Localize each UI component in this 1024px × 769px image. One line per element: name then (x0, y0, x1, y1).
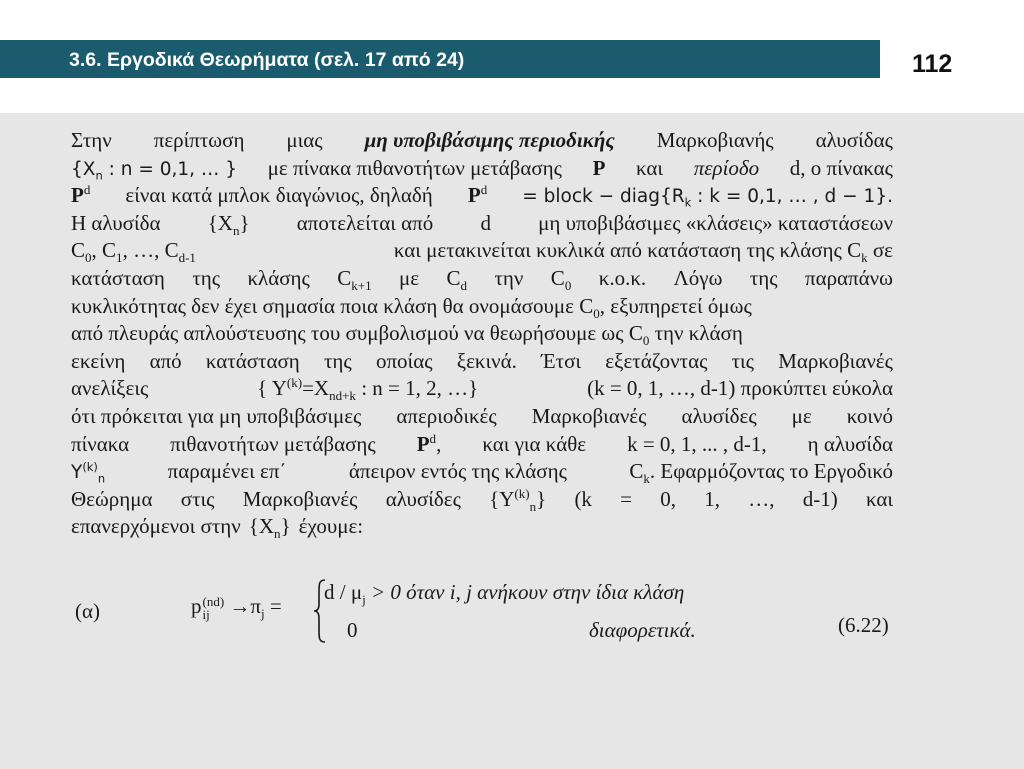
text-line-2: {$X_n$ : n = 0,1, … } με πίνακα πιθανοτήτων μετάβασης P και περίοδο d, ο πίνακας (71, 155, 893, 183)
text-line-3: $P^d$ είναι κατά μπλοκ διαγώνιος, δηλαδή $P^d$ = block − $diag\{R_k$ : k = 0,1, … , d − 1}. (71, 182, 893, 210)
equation-case-2-value: 0 (347, 618, 358, 642)
slide-title: 3.6. Εργοδικά Θεωρήματα (σελ. 17 από 24) (69, 49, 465, 71)
text-line-4: Η αλυσίδα $\{X_n\}$ αποτελείται από d μη υποβιβάσιμες «κλάσεις» καταστάσεων (71, 210, 893, 238)
text-line-9: εκείνη από κατάσταση της οποίας ξεκινά. Έτσι εξετάζοντας τις Μαρκοβιανές (71, 348, 893, 373)
emphasis-text: μη υποβιβάσιμης περιοδικής (364, 128, 615, 152)
page-number: 112 (912, 50, 953, 78)
text-line-10: ανελίξεις { $Y^{(k)}=X_{nd+k}$ : n = 1, 2, …} (k = 0, 1, …, d-1) προκύπτει εύκολα (71, 375, 893, 404)
text-line-11: ότι πρόκειται για μη υποβιβάσιμες απεριοδικές Μαρκοβιανές αλυσίδες με κοινό (71, 403, 893, 428)
equation-case-2-text: διαφορετικά. (589, 618, 696, 642)
text-line-14: Θεώρημα στις Μαρκοβιανές αλυσίδες $\{Y^{(k)}_n\}$ (k = 0, 1, …, d-1) και (71, 485, 893, 514)
text-line-13: $Y^{(k)}_n$ παραμένει επ΄ άπειρον εντός της κλάσης $C_k$. Εφαρμόζοντας το Εργοδικό (71, 459, 893, 487)
text-line-1: Στην περίπτωση μιας μη υποβιβάσιμης περιοδικής Μαρκοβιανής αλυσίδας (71, 127, 893, 155)
text-line-12: πίνακα πιθανοτήτων μετάβασης $P^d$, και για κάθε k = 0, 1, ... , d-1, η αλυσίδα (71, 430, 893, 456)
text-line-7: κυκλικότητας δεν έχει σημασία ποια κλάση θα ονομάσουμε $C_0$, εξυπηρετεί όμως (71, 293, 752, 321)
text-line-6: κατάσταση της κλάσης $C_{k+1}$ με $C_d$ την $C_0$ κ.ο.κ. Λόγω της παραπάνω (71, 265, 893, 294)
equation-label: (α) (75, 599, 100, 623)
text-line-5: $C_0$, $C_1$, …, $C_{d-1}$ και μετακινείται κυκλικά από κατάσταση της κλάσης $C_k$ σε (71, 238, 893, 266)
text-line-8: από πλευράς απλούστευσης του συμβολισμού να θεωρήσουμε ως $C_0$ την κλάση (71, 321, 743, 349)
title-bar (0, 40, 880, 78)
equation-lhs: p(nd) ij $\to\pi_j$ = (191, 594, 282, 623)
paragraph (71, 127, 893, 541)
equation-case-1: $d / \mu_j > 0$ όταν i, j ανήκουν στην ίδια κλάση (324, 580, 685, 608)
text-line-15: επανερχόμενοι στην $\{X_n\}$ έχουμε: (71, 514, 364, 542)
equation-number: (6.22) (838, 613, 889, 637)
